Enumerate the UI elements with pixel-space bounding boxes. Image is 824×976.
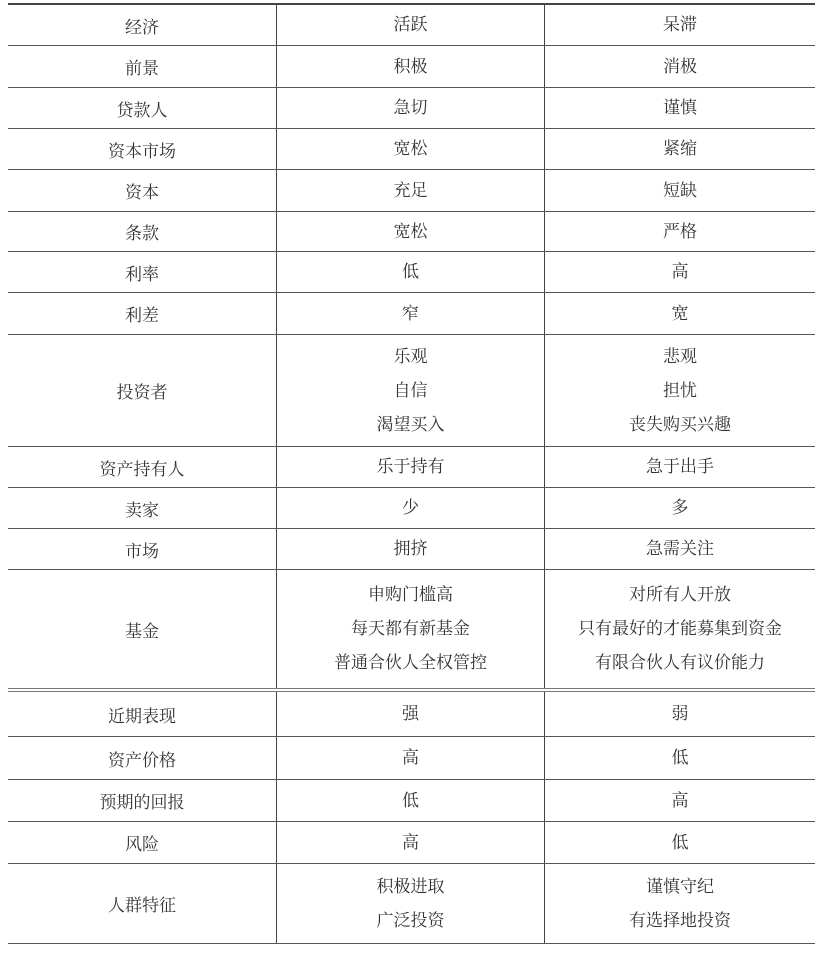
cell-line: 急于出手	[646, 457, 714, 477]
table-row	[8, 737, 815, 780]
bust-cell	[545, 46, 815, 87]
bust-cell	[545, 212, 815, 251]
cell-line: 消极	[663, 56, 697, 77]
cell-line: 低	[671, 832, 689, 853]
bust-cell	[545, 129, 815, 169]
bust-cell	[545, 252, 815, 292]
cell-line: 呆滞	[663, 15, 697, 35]
cell-line: 谨慎守纪	[646, 876, 714, 897]
comparison-table	[8, 3, 815, 944]
cell-line: 高	[402, 832, 419, 853]
table-row	[8, 335, 815, 447]
bust-cell	[545, 293, 815, 334]
cell-line: 有选择地投资	[629, 910, 731, 931]
cell-line: 窄	[402, 303, 419, 324]
bust-cell	[545, 864, 815, 943]
table-row	[8, 212, 815, 252]
cell-line: 严格	[663, 221, 697, 242]
row-label: 预期的回报	[8, 780, 277, 821]
cell-line: 宽松	[393, 221, 428, 242]
row-label: 基金	[8, 570, 277, 688]
cell-line: 低	[671, 748, 689, 768]
boom-cell	[277, 88, 545, 128]
cell-line: 积极	[393, 56, 428, 77]
row-label: 经济	[8, 5, 277, 45]
boom-cell	[277, 692, 545, 736]
row-label: 风险	[8, 822, 277, 863]
cell-line: 高	[671, 262, 689, 282]
cell-line: 强	[402, 704, 419, 724]
boom-cell	[277, 529, 545, 569]
row-label: 投资者	[8, 335, 277, 446]
bust-cell	[545, 780, 815, 821]
cell-line: 只有最好的才能募集到资金	[578, 619, 782, 639]
cell-line: 每天都有新基金	[351, 619, 470, 639]
table-row	[8, 293, 815, 335]
cell-line: 紧缩	[663, 139, 697, 159]
cell-line: 谨慎	[663, 98, 697, 118]
cell-line: 充足	[393, 180, 428, 201]
cell-line: 多	[671, 498, 689, 518]
boom-cell	[277, 170, 545, 211]
cell-line: 对所有人开放	[629, 585, 731, 605]
boom-cell	[277, 780, 545, 821]
cell-line: 渴望买入	[376, 414, 445, 435]
cell-line: 拥挤	[393, 539, 428, 559]
row-label: 条款	[8, 212, 277, 251]
table-row	[8, 780, 815, 822]
bust-cell	[545, 447, 815, 487]
boom-cell	[277, 5, 545, 45]
row-label: 资本市场	[8, 129, 277, 169]
bust-cell	[545, 335, 815, 446]
cell-line: 活跃	[393, 15, 428, 35]
cell-line: 普通合伙人全权管控	[334, 653, 487, 673]
table-row	[8, 529, 815, 570]
table-row	[8, 570, 815, 692]
table-row	[8, 5, 815, 46]
row-label: 资产持有人	[8, 447, 277, 487]
row-label: 近期表现	[8, 692, 277, 736]
cell-line: 有限合伙人有议价能力	[595, 653, 765, 673]
cell-line: 积极进取	[376, 876, 445, 897]
boom-cell	[277, 488, 545, 528]
cell-line: 申购门槛高	[368, 585, 453, 605]
boom-cell	[277, 570, 545, 688]
table-row	[8, 864, 815, 944]
bust-cell	[545, 692, 815, 736]
table-row	[8, 129, 815, 170]
table-row	[8, 692, 815, 737]
table-row	[8, 170, 815, 212]
row-label: 资产价格	[8, 737, 277, 779]
cell-line: 自信	[393, 380, 428, 401]
cell-line: 低	[402, 790, 419, 811]
row-label: 前景	[8, 46, 277, 87]
boom-cell	[277, 447, 545, 487]
row-label: 贷款人	[8, 88, 277, 128]
bust-cell	[545, 737, 815, 779]
row-label: 人群特征	[8, 864, 277, 943]
row-label: 市场	[8, 529, 277, 569]
row-label: 利差	[8, 293, 277, 334]
boom-cell	[277, 864, 545, 943]
cell-line: 宽	[671, 303, 689, 324]
cell-line: 高	[671, 790, 689, 811]
table-row	[8, 822, 815, 864]
bust-cell	[545, 88, 815, 128]
table-row	[8, 88, 815, 129]
cell-line: 高	[402, 748, 419, 768]
cell-line: 弱	[671, 704, 689, 724]
row-label: 资本	[8, 170, 277, 211]
bust-cell	[545, 822, 815, 863]
bust-cell	[545, 529, 815, 569]
boom-cell	[277, 129, 545, 169]
bust-cell	[545, 570, 815, 688]
cell-line: 广泛投资	[376, 910, 445, 931]
boom-cell	[277, 737, 545, 779]
cell-line: 急需关注	[646, 539, 714, 559]
cell-line: 低	[402, 262, 419, 282]
cell-line: 少	[402, 498, 419, 518]
table-row	[8, 447, 815, 488]
cell-line: 乐观	[393, 346, 428, 367]
table-row	[8, 46, 815, 88]
table-row	[8, 488, 815, 529]
cell-line: 悲观	[663, 346, 697, 367]
bust-cell	[545, 5, 815, 45]
cell-line: 乐于持有	[376, 457, 445, 477]
row-label: 利率	[8, 252, 277, 292]
boom-cell	[277, 252, 545, 292]
boom-cell	[277, 46, 545, 87]
boom-cell	[277, 335, 545, 446]
cell-line: 宽松	[393, 139, 428, 159]
boom-cell	[277, 293, 545, 334]
cell-line: 担忧	[663, 380, 697, 401]
row-label: 卖家	[8, 488, 277, 528]
cell-line: 短缺	[663, 180, 697, 201]
boom-cell	[277, 212, 545, 251]
bust-cell	[545, 488, 815, 528]
table-row	[8, 252, 815, 293]
bust-cell	[545, 170, 815, 211]
boom-cell	[277, 822, 545, 863]
cell-line: 丧失购买兴趣	[629, 414, 731, 435]
cell-line: 急切	[393, 98, 428, 118]
